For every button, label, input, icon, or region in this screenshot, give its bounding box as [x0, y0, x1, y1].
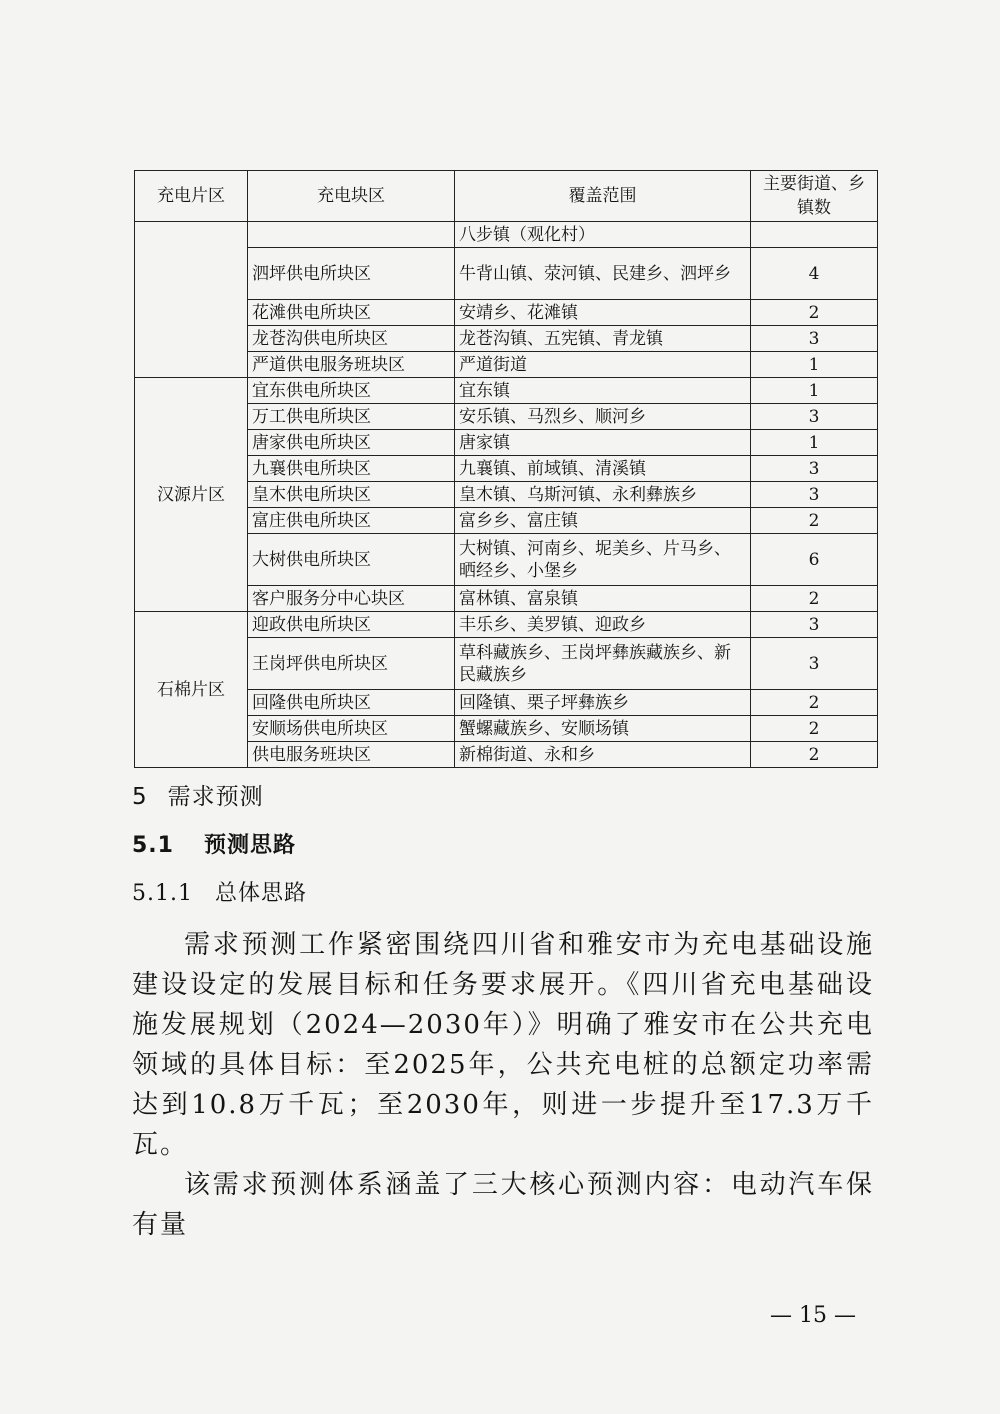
charging-zone-table — [134, 170, 878, 768]
coverage-cell: 牛背山镇、荥河镇、民建乡、泗坪乡 — [455, 248, 751, 300]
coverage-cell: 宜东镇 — [455, 378, 751, 404]
subsection-number: 5.1 — [132, 833, 174, 858]
block-cell: 泗坪供电所块区 — [248, 248, 455, 300]
coverage-cell: 龙苍沟镇、五宪镇、青龙镇 — [455, 326, 751, 352]
count-cell: 4 — [751, 248, 878, 300]
header-coverage: 覆盖范围 — [455, 171, 751, 222]
subsubsection-title: 总体思路 — [214, 881, 307, 906]
section-number: 5 — [132, 784, 148, 810]
block-cell: 大树供电所块区 — [248, 534, 455, 586]
subsection-title: 预测思路 — [203, 833, 296, 858]
section-title: 需求预测 — [167, 784, 264, 810]
count-cell: 3 — [751, 482, 878, 508]
section-heading — [132, 778, 264, 811]
count-cell: 2 — [751, 742, 878, 768]
coverage-cell: 八步镇（观化村） — [455, 222, 751, 248]
zone-cell-shimian: 石棉片区 — [135, 612, 248, 768]
count-cell: 2 — [751, 586, 878, 612]
block-cell: 供电服务班块区 — [248, 742, 455, 768]
header-zone: 充电片区 — [135, 171, 248, 222]
body-paragraph: 该需求预测体系涵盖了三大核心预测内容：电动汽车保有量 — [132, 1170, 874, 1240]
coverage-cell: 皇木镇、乌斯河镇、永利彝族乡 — [455, 482, 751, 508]
count-cell: 3 — [751, 404, 878, 430]
header-block: 充电块区 — [248, 171, 455, 222]
block-cell: 安顺场供电所块区 — [248, 716, 455, 742]
block-cell: 迎政供电所块区 — [248, 612, 455, 638]
count-cell: 1 — [751, 430, 878, 456]
count-cell: 3 — [751, 612, 878, 638]
block-cell: 王岗坪供电所块区 — [248, 638, 455, 690]
zone-cell-hanyuan: 汉源片区 — [135, 378, 248, 612]
coverage-cell: 九襄镇、前域镇、清溪镇 — [455, 456, 751, 482]
coverage-cell: 严道街道 — [455, 352, 751, 378]
coverage-cell: 丰乐乡、美罗镇、迎政乡 — [455, 612, 751, 638]
count-cell: 1 — [751, 352, 878, 378]
coverage-cell: 新棉街道、永和乡 — [455, 742, 751, 768]
block-cell: 唐家供电所块区 — [248, 430, 455, 456]
subsubsection-heading — [132, 876, 307, 907]
count-cell: 2 — [751, 690, 878, 716]
block-cell: 龙苍沟供电所块区 — [248, 326, 455, 352]
table-row — [135, 612, 878, 638]
block-cell — [248, 222, 455, 248]
table-row — [135, 378, 878, 404]
block-cell: 皇木供电所块区 — [248, 482, 455, 508]
count-cell: 2 — [751, 300, 878, 326]
block-cell: 花滩供电所块区 — [248, 300, 455, 326]
count-cell: 2 — [751, 716, 878, 742]
coverage-cell: 唐家镇 — [455, 430, 751, 456]
page-number: — 15 — — [770, 1303, 856, 1328]
block-cell: 严道供电服务班块区 — [248, 352, 455, 378]
count-cell: 3 — [751, 326, 878, 352]
block-cell: 九襄供电所块区 — [248, 456, 455, 482]
count-cell: 3 — [751, 456, 878, 482]
coverage-cell: 蟹螺藏族乡、安顺场镇 — [455, 716, 751, 742]
count-cell: 2 — [751, 508, 878, 534]
count-cell: 1 — [751, 378, 878, 404]
coverage-cell: 回隆镇、栗子坪彝族乡 — [455, 690, 751, 716]
table-row — [135, 222, 878, 248]
count-cell: 3 — [751, 638, 878, 690]
header-count: 主要街道、乡镇数 — [751, 171, 878, 222]
block-cell: 万工供电所块区 — [248, 404, 455, 430]
subsubsection-number: 5.1.1 — [132, 881, 193, 906]
coverage-cell: 安乐镇、马烈乡、顺河乡 — [455, 404, 751, 430]
coverage-cell: 安靖乡、花滩镇 — [455, 300, 751, 326]
coverage-cell: 富乡乡、富庄镇 — [455, 508, 751, 534]
table-header-row — [135, 171, 878, 222]
count-cell — [751, 222, 878, 248]
body-paragraph: 需求预测工作紧密围绕四川省和雅安市为充电基础设施建设设定的发展目标和任务要求展开。《四川省充电基础设施发展规划（2024—2030年）》明确了雅安市在公共充电领域的具体目标：至2025年，公共充电桩的总额定功率需达到10.8万千瓦；至2030年，则进一步提升至17.3万千瓦。 — [132, 930, 874, 1160]
subsection-heading — [132, 828, 296, 859]
coverage-cell: 草科藏族乡、王岗坪彝族藏族乡、新民藏族乡 — [455, 638, 751, 690]
block-cell: 客户服务分中心块区 — [248, 586, 455, 612]
block-cell: 宜东供电所块区 — [248, 378, 455, 404]
coverage-cell: 大树镇、河南乡、坭美乡、片马乡、晒经乡、小堡乡 — [455, 534, 751, 586]
coverage-cell: 富林镇、富泉镇 — [455, 586, 751, 612]
zone-cell-continued — [135, 222, 248, 378]
count-cell: 6 — [751, 534, 878, 586]
block-cell: 回隆供电所块区 — [248, 690, 455, 716]
block-cell: 富庄供电所块区 — [248, 508, 455, 534]
